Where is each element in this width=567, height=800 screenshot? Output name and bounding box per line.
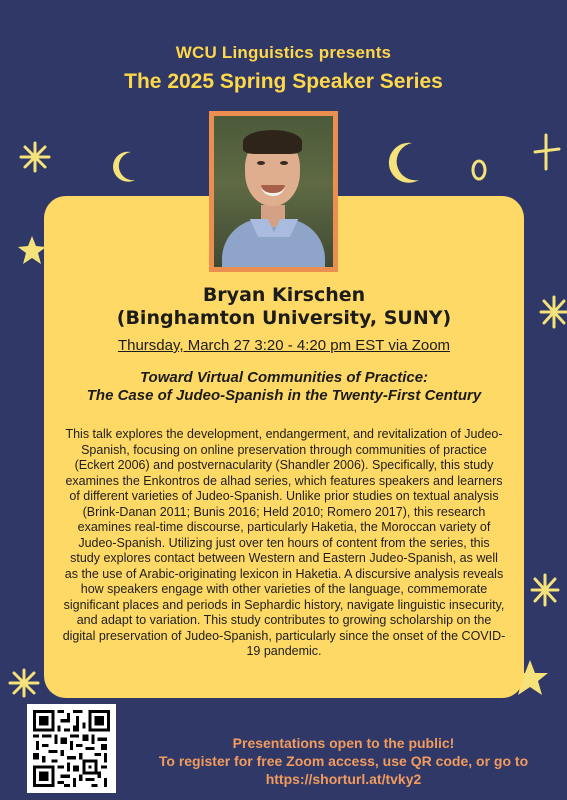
star-icon bbox=[539, 295, 567, 329]
footer-public-notice: Presentations open to the public! bbox=[232, 735, 455, 751]
series-title: The 2025 Spring Speaker Series bbox=[124, 70, 443, 93]
talk-title-line-1: Toward Virtual Communities of Practice: bbox=[139, 369, 429, 386]
qr-code-icon[interactable] bbox=[27, 704, 116, 793]
talk-title-line-2: The Case of Judeo-Spanish in the Twenty-First Century bbox=[86, 387, 482, 404]
registration-link[interactable]: https://shorturl.at/tvky2 bbox=[265, 771, 422, 787]
crescent-moon-icon bbox=[111, 150, 139, 184]
speaker-name: Bryan Kirschen bbox=[202, 284, 366, 306]
presenter-line: WCU Linguistics presents bbox=[175, 43, 392, 62]
event-datetime bbox=[44, 337, 524, 354]
speaker-photo-frame bbox=[209, 111, 338, 272]
event-datetime-text: Thursday, March 27 3:20 - 4:20 pm EST via Zoom bbox=[117, 337, 451, 354]
star-icon bbox=[530, 573, 560, 607]
star-icon bbox=[18, 140, 52, 174]
footer-register-instructions: To register for free Zoom access, use QR code, or go to bbox=[158, 753, 529, 769]
crescent-moon-icon bbox=[470, 158, 488, 182]
star-icon bbox=[8, 668, 40, 698]
talk-abstract: This talk explores the development, endangerment, and revitalization of Judeo-Spanish, focusing on online preservation through communities of practice (Eckert 2006) and postvernacularity (Shandler 2006). Specifically, this study examines the Enkontros de alhad series, which features speakers and learners of different varieties of Judeo-Spanish. Unlike prior studies on textual analysis (Brink-Danan 2011; Bunis 2016; Held 2010; Romero 2017), this research examines real-time discourse, particularly Haketia, the Moroccan variety of Judeo-Spanish. Utilizing just over ten hours of content from the series, this study explores contact between Western and Eastern Judeo-Spanish, as well as the use of Arabic-originating lexicon in Haketia. A discursive analysis reveals how speakers engage with other varieties of the language, commemorate significant places and periods in Sephardic history, navigate linguistic insecurity, and adapt to variation. This study contributes to growing scholarship on the digital preservation of Judeo-Spanish, particularly since the onset of the COVID-19 pandemic. bbox=[62, 427, 506, 658]
speaker-photo bbox=[214, 116, 333, 267]
crescent-moon-icon bbox=[388, 140, 424, 186]
star-icon bbox=[531, 132, 561, 172]
speaker-affiliation: (Binghamton University, SUNY) bbox=[116, 307, 452, 329]
